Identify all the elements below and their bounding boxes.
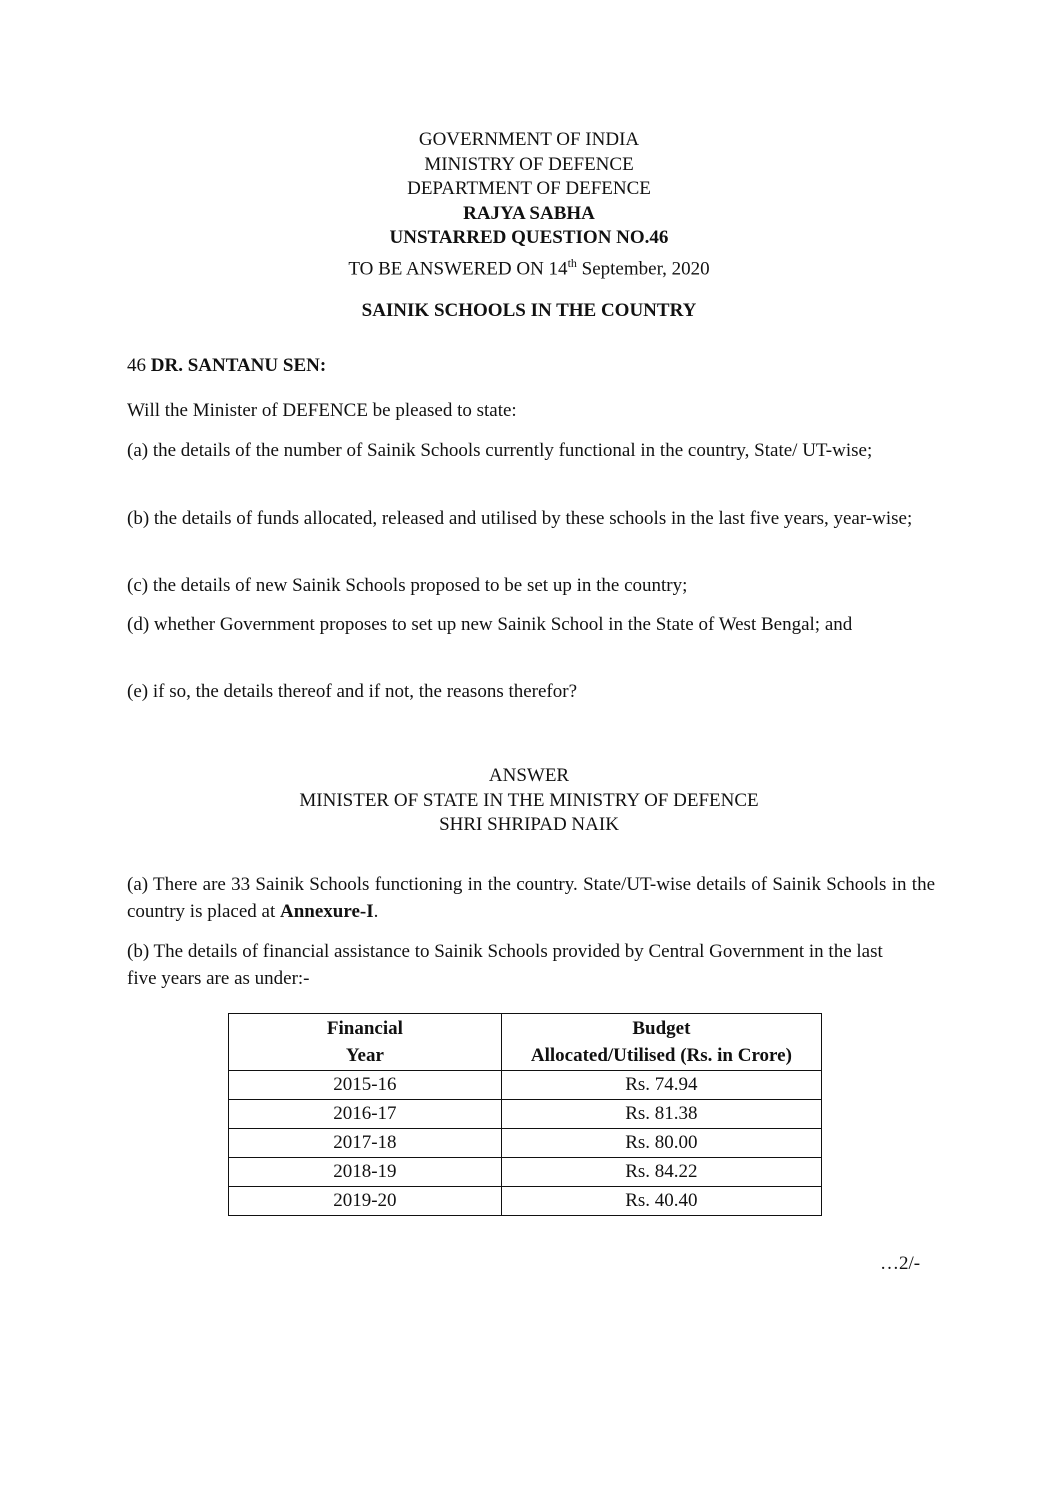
header-budget	[501, 1014, 821, 1071]
header-ministry: MINISTRY OF DEFENCE	[424, 153, 634, 175]
header-question-number: UNSTARRED QUESTION NO.46	[389, 227, 669, 249]
header-financial-year	[229, 1014, 502, 1071]
header-answer-date	[0, 251, 1058, 282]
header-line: Allocated/Utilised (Rs. in Crore)	[530, 1045, 792, 1066]
year-cell: 2015-16	[229, 1071, 502, 1100]
header-line: Year	[345, 1045, 384, 1066]
year-cell: 2018-19	[229, 1158, 502, 1187]
date-sup: th	[567, 255, 577, 270]
answer-part-b: (b) The details of financial assistance to Sainik Schools provided by Central Government in the last five years are as under:-	[127, 941, 883, 989]
question-part-d: (d) whether Government proposes to set up new Sainik School in the State of West Bengal; and	[127, 614, 853, 635]
header-department: DEPARTMENT OF DEFENCE	[407, 178, 651, 200]
answer-heading	[0, 764, 1058, 838]
date-prefix: TO BE ANSWERED ON 14	[348, 258, 568, 280]
amount-cell: Rs. 74.94	[501, 1071, 821, 1100]
table-row	[229, 1158, 822, 1187]
question-part-b: (b) the details of funds allocated, released and utilised by these schools in the last five years, year-wise;	[127, 508, 913, 529]
table-row	[229, 1071, 822, 1100]
answer-by-line2: SHRI SHRIPAD NAIK	[439, 814, 619, 836]
table-row	[229, 1187, 822, 1216]
answer-a-end: .	[373, 901, 379, 922]
table-row	[229, 1129, 822, 1158]
answer-by-line1: MINISTER OF STATE IN THE MINISTRY OF DEFENCE	[299, 789, 759, 811]
answer-a-text: (a) There are 33 Sainik Schools functioning in the country. State/UT-wise details of Sainik Schools in the country is placed at	[127, 874, 935, 922]
question-part-a: (a) the details of the number of Sainik Schools currently functional in the country, State/ UT-wise;	[127, 440, 873, 461]
continuation-marker: …2/-	[880, 1253, 921, 1274]
header-house: RAJYA SABHA	[463, 202, 595, 224]
question-intro: Will the Minister of DEFENCE be pleased to state:	[127, 400, 517, 421]
amount-cell: Rs. 84.22	[501, 1158, 821, 1187]
date-suffix: September, 2020	[576, 258, 710, 280]
table-header-row	[229, 1014, 822, 1071]
table-row	[229, 1100, 822, 1129]
header-line: Financial	[326, 1018, 403, 1039]
question-part-c: (c) the details of new Sainik Schools proposed to be set up in the country;	[127, 575, 688, 596]
question-member	[127, 352, 935, 379]
document-header	[0, 128, 1058, 282]
answer-title: ANSWER	[488, 765, 570, 786]
budget-table	[228, 1013, 822, 1216]
member-name: DR. SANTANU SEN:	[150, 355, 327, 376]
header-government: GOVERNMENT OF INDIA	[418, 129, 640, 150]
amount-cell: Rs. 80.00	[501, 1129, 821, 1158]
question-number: 46	[127, 355, 151, 376]
year-cell: 2017-18	[229, 1129, 502, 1158]
question-part-e: (e) if so, the details thereof and if not, the reasons therefor?	[127, 681, 578, 702]
subject-title: SAINIK SCHOOLS IN THE COUNTRY	[361, 300, 697, 321]
amount-cell: Rs. 81.38	[501, 1100, 821, 1129]
header-line: Budget	[632, 1018, 691, 1039]
annexure-ref: Annexure-I	[280, 901, 374, 922]
year-cell: 2019-20	[229, 1187, 502, 1216]
answer-part-a	[127, 871, 935, 925]
year-cell: 2016-17	[229, 1100, 502, 1129]
amount-cell: Rs. 40.40	[501, 1187, 821, 1216]
